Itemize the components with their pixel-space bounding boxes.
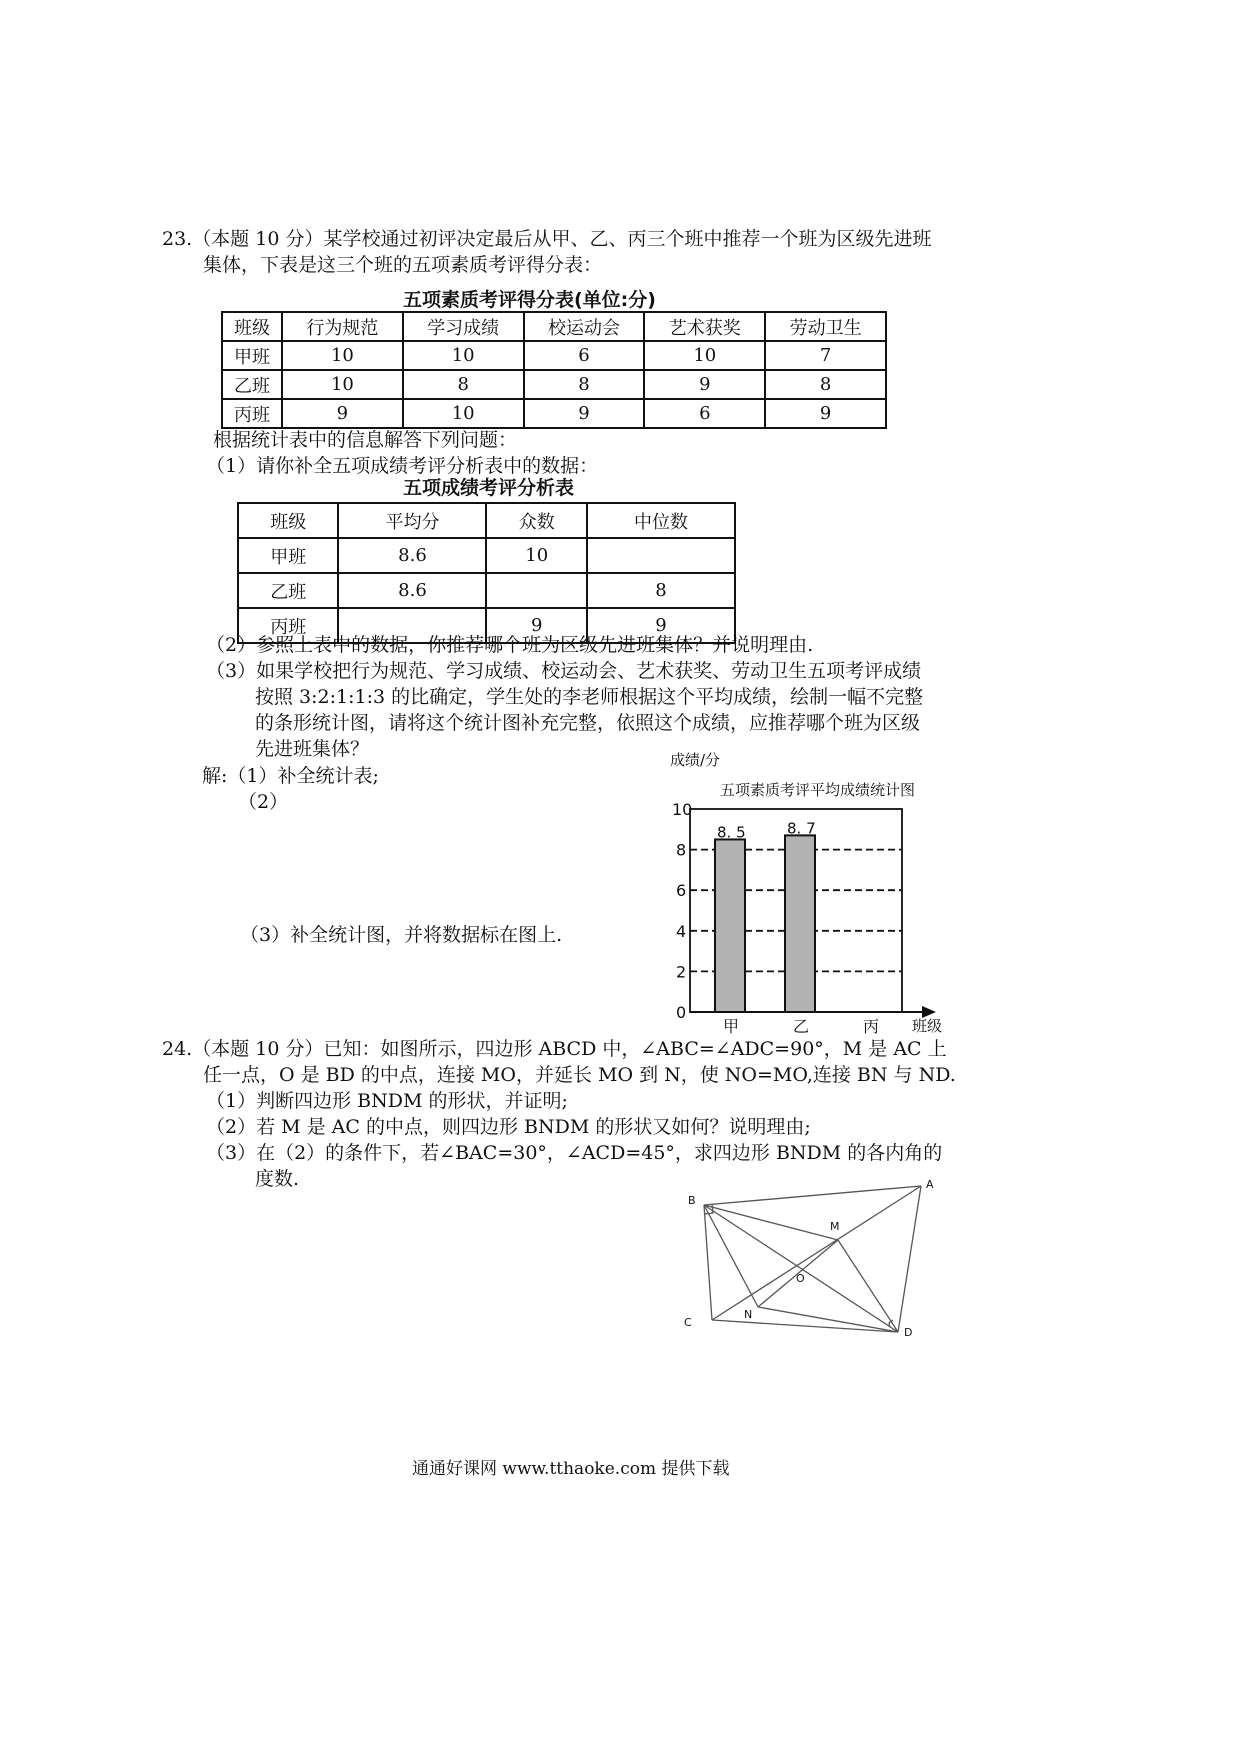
table-cell: 10 bbox=[403, 399, 524, 428]
table-cell: 8 bbox=[524, 370, 645, 399]
q23-part3-line1: （3）如果学校把行为规范、学习成绩、校运动会、艺术获奖、劳动卫生五项考评成绩 bbox=[206, 660, 922, 682]
bar-value-label: 8. 5 bbox=[717, 823, 746, 842]
q23-part2: （2）参照上表中的数据，你推荐哪个班为区级先进班集体？并说明理由. bbox=[206, 634, 814, 656]
segment-AC bbox=[712, 1186, 921, 1320]
table-cell: 甲班 bbox=[238, 538, 338, 573]
table-cell: 9 bbox=[486, 608, 586, 643]
segment-BN bbox=[704, 1205, 758, 1307]
x-tick-label: 甲 bbox=[723, 1017, 740, 1036]
table1-title: 五项素质考评得分表(单位:分) bbox=[403, 289, 656, 311]
table-cell: 丙班 bbox=[222, 399, 282, 428]
table-cell: 9 bbox=[282, 399, 403, 428]
q23-part1: （1）请你补全五项成绩考评分析表中的数据： bbox=[206, 455, 599, 477]
bar-chart bbox=[660, 745, 950, 1045]
table-cell: 9 bbox=[524, 399, 645, 428]
table-header-cell: 班级 bbox=[222, 312, 282, 341]
q23-stem-line1: 23.（本题 10 分）某学校通过初评决定最后从甲、乙、丙三个班中推荐一个班为区级先进班 bbox=[162, 228, 932, 250]
solution-part2: （2） bbox=[238, 791, 289, 813]
table-cell: 10 bbox=[644, 341, 765, 370]
y-tick-label: 10 bbox=[672, 800, 693, 819]
table-row bbox=[238, 573, 735, 608]
chart-ylabel: 成绩/分 bbox=[670, 751, 721, 769]
table-cell: 8 bbox=[587, 573, 735, 608]
y-tick-label: 0 bbox=[676, 1003, 687, 1022]
solution-part3: （3）补全统计图，并将数据标在图上. bbox=[240, 924, 563, 946]
chart-xlabel: 班级 bbox=[912, 1017, 943, 1035]
table-header-row bbox=[222, 312, 886, 341]
analysis-table bbox=[237, 502, 736, 644]
table-header-cell: 行为规范 bbox=[282, 312, 403, 341]
segment-AB bbox=[704, 1186, 921, 1205]
q23-stem-line2: 集体，下表是这三个班的五项素质考评得分表： bbox=[203, 254, 603, 276]
label-C: C bbox=[684, 1316, 692, 1329]
segment-BM bbox=[704, 1205, 838, 1240]
label-O: O bbox=[796, 1272, 805, 1285]
table-cell: 8 bbox=[765, 370, 886, 399]
table-cell: 乙班 bbox=[238, 573, 338, 608]
x-tick-label: 乙 bbox=[793, 1017, 810, 1036]
q24-part3-line1: （3）在（2）的条件下，若∠BAC=30°，∠ACD=45°，求四边形 BNDM 的各内角的 bbox=[206, 1142, 943, 1164]
x-tick-label: 丙 bbox=[863, 1017, 880, 1036]
table-cell: 6 bbox=[524, 341, 645, 370]
label-N: N bbox=[744, 1308, 753, 1321]
table-header-cell: 众数 bbox=[486, 503, 586, 538]
table-row bbox=[238, 538, 735, 573]
table-row bbox=[222, 341, 886, 370]
table-cell-blank[interactable] bbox=[587, 538, 735, 573]
table-cell-blank[interactable] bbox=[486, 573, 586, 608]
y-tick-label: 6 bbox=[676, 881, 687, 901]
bar bbox=[785, 835, 815, 1012]
table-header-cell: 班级 bbox=[238, 503, 338, 538]
table-cell: 丙班 bbox=[238, 608, 338, 643]
table-header-cell: 劳动卫生 bbox=[765, 312, 886, 341]
segment-MD bbox=[838, 1240, 898, 1332]
table-cell: 8 bbox=[403, 370, 524, 399]
table2-title: 五项成绩考评分析表 bbox=[403, 477, 575, 499]
table-cell: 8.6 bbox=[338, 538, 486, 573]
table-cell: 10 bbox=[486, 538, 586, 573]
table-cell: 9 bbox=[765, 399, 886, 428]
chart-title: 五项素质考评平均成绩统计图 bbox=[720, 781, 916, 799]
table-header-cell: 学习成绩 bbox=[403, 312, 524, 341]
table-cell: 8.6 bbox=[338, 573, 486, 608]
table-cell: 6 bbox=[644, 399, 765, 428]
q23-intro: 根据统计表中的信息解答下列问题： bbox=[213, 429, 518, 451]
q24-part2: （2）若 M 是 AC 的中点，则四边形 BNDM 的形状又如何？说明理由; bbox=[206, 1116, 811, 1138]
table-cell: 7 bbox=[765, 341, 886, 370]
table-cell: 10 bbox=[282, 341, 403, 370]
segment-CB bbox=[704, 1205, 712, 1320]
y-tick-label: 4 bbox=[676, 921, 687, 941]
segment-DC bbox=[712, 1320, 898, 1332]
label-M: M bbox=[830, 1220, 840, 1233]
q24-part3-line2: 度数. bbox=[255, 1168, 300, 1190]
label-D: D bbox=[904, 1326, 913, 1339]
table-cell: 甲班 bbox=[222, 341, 282, 370]
table-header-cell: 校运动会 bbox=[524, 312, 645, 341]
table-row bbox=[222, 399, 886, 428]
q24-stem-line2: 任一点，O 是 BD 的中点，连接 MO，并延长 MO 到 N，使 NO=MO,连接 BN 与 ND. bbox=[203, 1064, 956, 1086]
footer-text: 通通好课网 www.tthaoke.com 提供下载 bbox=[412, 1459, 730, 1479]
q23-part3-line3: 的条形统计图，请将这个统计图补充完整，依照这个成绩，应推荐哪个班为区级 bbox=[255, 712, 921, 734]
table-cell: 10 bbox=[282, 370, 403, 399]
score-table bbox=[221, 311, 887, 429]
q24-stem-line1: 24.（本题 10 分）已知：如图所示，四边形 ABCD 中，∠ABC=∠ADC=90°，M 是 AC 上 bbox=[162, 1038, 947, 1060]
table-cell: 乙班 bbox=[222, 370, 282, 399]
table-cell: 9 bbox=[644, 370, 765, 399]
solution-part1: 解:（1）补全统计表; bbox=[202, 765, 379, 787]
q24-part1: （1）判断四边形 BNDM 的形状，并证明; bbox=[206, 1090, 568, 1112]
label-A: A bbox=[926, 1180, 934, 1191]
bar bbox=[715, 839, 745, 1012]
segment-ND bbox=[758, 1307, 898, 1332]
geometry-figure bbox=[676, 1180, 946, 1350]
table-row bbox=[222, 370, 886, 399]
segment-BD bbox=[704, 1205, 898, 1332]
table-cell: 9 bbox=[587, 608, 735, 643]
y-tick-label: 2 bbox=[676, 962, 687, 982]
q23-part3-line4: 先进班集体？ bbox=[255, 738, 370, 760]
table-header-cell: 平均分 bbox=[338, 503, 486, 538]
segment-AD bbox=[898, 1186, 921, 1332]
table-header-cell: 艺术获奖 bbox=[644, 312, 765, 341]
label-B: B bbox=[688, 1194, 696, 1207]
table-header-row bbox=[238, 503, 735, 538]
q23-part3-line2: 按照 3:2:1:1:3 的比确定，学生处的李老师根据这个平均成绩，绘制一幅不完整 bbox=[255, 686, 924, 708]
bar-value-label: 8. 7 bbox=[787, 819, 816, 838]
y-tick-label: 8 bbox=[676, 840, 687, 860]
table-cell: 10 bbox=[403, 341, 524, 370]
table-header-cell: 中位数 bbox=[587, 503, 735, 538]
